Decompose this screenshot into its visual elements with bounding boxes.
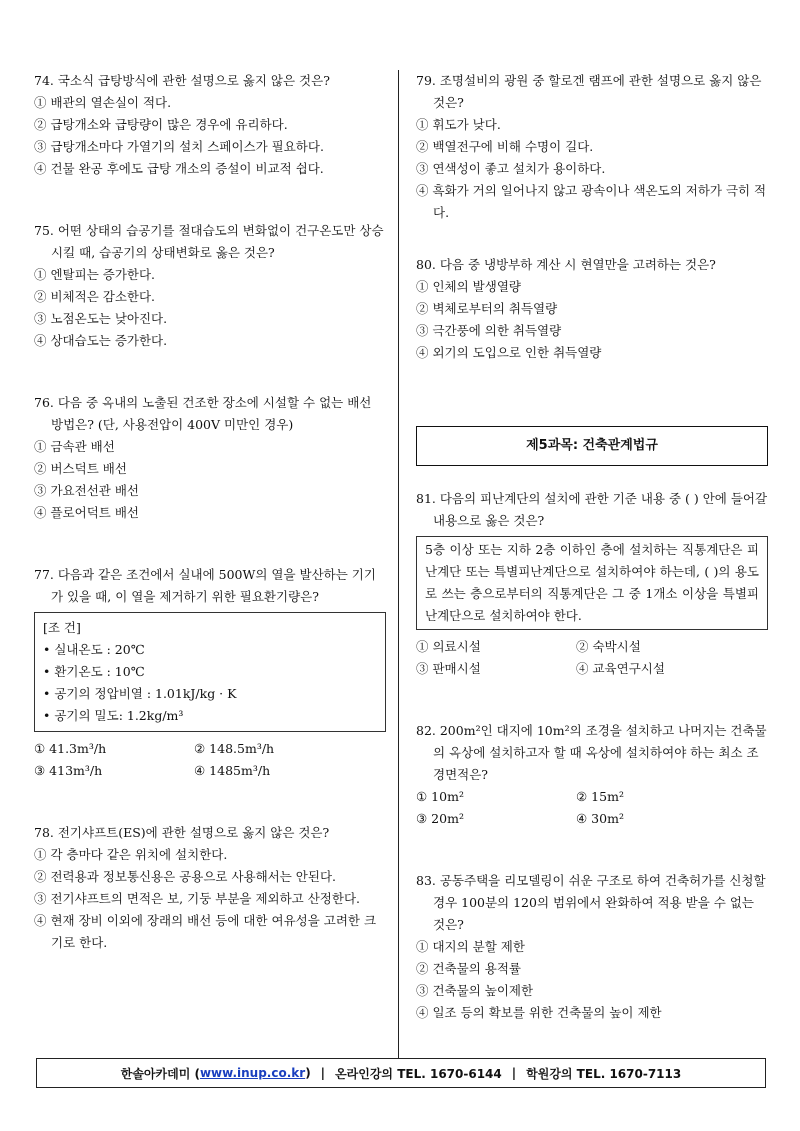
footer-website-link[interactable]: www.inup.co.kr	[199, 1066, 306, 1080]
footer-separator: |	[511, 1066, 517, 1080]
question-79	[416, 70, 768, 224]
option-3: ③ 판매시설	[416, 661, 481, 676]
option-4: ④ 교육연구시설	[576, 661, 665, 676]
option-4: ④ 건물 완공 후에도 급탕 개소의 증설이 비교적 쉽다.	[34, 161, 324, 176]
conditions-header: [조 건]	[43, 620, 81, 635]
option-2: ② 비체적은 감소한다.	[34, 289, 156, 304]
section-heading: 제5과목: 건축관계법규	[416, 426, 768, 466]
condition-item: • 공기의 밀도: 1.2kg/m³	[43, 708, 184, 723]
option-1: ① 엔탈피는 증가한다.	[34, 267, 156, 282]
option-4: ④ 1485m³/h	[194, 763, 271, 778]
condition-item: • 공기의 정압비열 : 1.01kJ/kg · K	[43, 686, 237, 701]
question-83	[416, 870, 768, 1024]
question-title: 83. 공동주택을 리모델링이 쉬운 구조로 하여 건축허가를 신청할 경우 100분의 120의 범위에서 완화하여 적용 받을 수 없는 것은?	[416, 873, 766, 932]
right-column	[416, 70, 768, 1024]
conditions-box	[34, 612, 386, 732]
question-78	[34, 822, 386, 954]
option-3: ③ 극간풍에 의한 취득열량	[416, 323, 562, 338]
condition-item: • 환기온도 : 10℃	[43, 664, 145, 679]
option-1: ① 10m²	[416, 789, 464, 804]
option-4: ④ 현재 장비 이외에 장래의 배선 등에 대한 여유성을 고려한 크기로 한다.	[34, 913, 377, 950]
option-3: ③ 건축물의 높이제한	[416, 983, 534, 998]
options-grid	[416, 786, 768, 830]
option-2: ② 건축물의 용적률	[416, 961, 521, 976]
option-3: ③ 연색성이 좋고 설치가 용이하다.	[416, 161, 606, 176]
option-1: ① 배관의 열손실이 적다.	[34, 95, 172, 110]
option-2: ② 15m²	[576, 789, 624, 804]
footer-offline-phone: 학원강의 TEL. 1670-7113	[526, 1066, 682, 1081]
question-title: 81. 다음의 피난계단의 설치에 관한 기준 내용 중 ( ) 안에 들어갈 내용으로 옳은 것은?	[416, 491, 768, 528]
option-2: ② 전력용과 정보통신용은 공용으로 사용해서는 안된다.	[34, 869, 336, 884]
option-3: ③ 급탕개소마다 가열기의 설치 스페이스가 필요하다.	[34, 139, 324, 154]
option-3: ③ 413m³/h	[34, 763, 103, 778]
condition-item: • 실내온도 : 20℃	[43, 642, 145, 657]
option-4: ④ 상대습도는 증가한다.	[34, 333, 168, 348]
option-1: ① 금속관 배선	[34, 439, 115, 454]
option-3: ③ 전기샤프트의 면적은 보, 기둥 부분을 제외하고 산정한다.	[34, 891, 360, 906]
option-4: ④ 일조 등의 확보를 위한 건축물의 높이 제한	[416, 1005, 662, 1020]
question-74	[34, 70, 386, 180]
statement-box: 5층 이상 또는 지하 2층 이하인 층에 설치하는 직통계단은 피난계단 또는 특별피난계단으로 설치하여야 하는데, ( )의 용도로 쓰는 층으로부터의 직통계단은 그 중 1개소 이상을 특별피난계단으로 설치하여야 한다.	[416, 536, 768, 630]
option-1: ① 대지의 분할 제한	[416, 939, 525, 954]
question-title: 74. 국소식 급탕방식에 관한 설명으로 옳지 않은 것은?	[34, 73, 330, 88]
question-title: 78. 전기샤프트(ES)에 관한 설명으로 옳지 않은 것은?	[34, 825, 330, 840]
option-2: ② 벽체로부터의 취득열량	[416, 301, 558, 316]
option-4: ④ 플로어덕트 배선	[34, 505, 139, 520]
options-grid	[34, 738, 386, 782]
option-1: ① 인체의 발생열량	[416, 279, 521, 294]
option-2: ② 148.5m³/h	[194, 741, 275, 756]
option-3: ③ 노점온도는 낮아진다.	[34, 311, 168, 326]
question-title: 76. 다음 중 옥내의 노출된 건조한 장소에 시설할 수 없는 배선 방법은? (단, 사용전압이 400V 미만인 경우)	[34, 395, 372, 432]
page-footer	[36, 1058, 766, 1088]
left-column	[34, 70, 386, 954]
footer-academy-name: 한솔아카데미 (	[120, 1066, 200, 1081]
option-3: ③ 20m²	[416, 811, 464, 826]
option-3: ③ 가요전선관 배선	[34, 483, 139, 498]
option-1: ① 각 층마다 같은 위치에 설치한다.	[34, 847, 228, 862]
question-76	[34, 392, 386, 524]
option-2: ② 숙박시설	[576, 639, 641, 654]
option-1: ① 의료시설	[416, 639, 481, 654]
question-75	[34, 220, 386, 352]
options-grid	[416, 636, 768, 680]
question-81	[416, 488, 768, 680]
option-4: ④ 30m²	[576, 811, 624, 826]
option-2: ② 급탕개소와 급탕량이 많은 경우에 유리하다.	[34, 117, 288, 132]
footer-paren: )	[305, 1066, 311, 1080]
option-4: ④ 외기의 도입으로 인한 취득열량	[416, 345, 602, 360]
footer-separator: |	[320, 1066, 326, 1080]
question-title: 75. 어떤 상태의 습공기를 절대습도의 변화없이 건구온도만 상승시킬 때, 습공기의 상태변화로 옳은 것은?	[34, 223, 384, 260]
question-77	[34, 564, 386, 782]
column-divider	[398, 70, 399, 1058]
question-title: 80. 다음 중 냉방부하 계산 시 현열만을 고려하는 것은?	[416, 257, 716, 272]
question-82	[416, 720, 768, 830]
question-title: 77. 다음과 같은 조건에서 실내에 500W의 열을 발산하는 기기가 있을 때, 이 열을 제거하기 위한 필요환기량은?	[34, 567, 376, 604]
question-title: 82. 200m²인 대지에 10m²의 조경을 설치하고 나머지는 건축물의 옥상에 설치하고자 할 때 옥상에 설치하여야 하는 최소 조경면적은?	[416, 723, 767, 782]
question-title: 79. 조명설비의 광원 중 할로겐 램프에 관한 설명으로 옳지 않은 것은?	[416, 73, 762, 110]
option-2: ② 백열전구에 비해 수명이 길다.	[416, 139, 594, 154]
option-1: ① 41.3m³/h	[34, 741, 107, 756]
option-1: ① 휘도가 낮다.	[416, 117, 501, 132]
footer-online-phone: 온라인강의 TEL. 1670-6144	[335, 1066, 502, 1081]
option-2: ② 버스덕트 배선	[34, 461, 127, 476]
question-80	[416, 254, 768, 364]
option-4: ④ 흑화가 거의 일어나지 않고 광속이나 색온도의 저하가 극히 적다.	[416, 183, 767, 220]
